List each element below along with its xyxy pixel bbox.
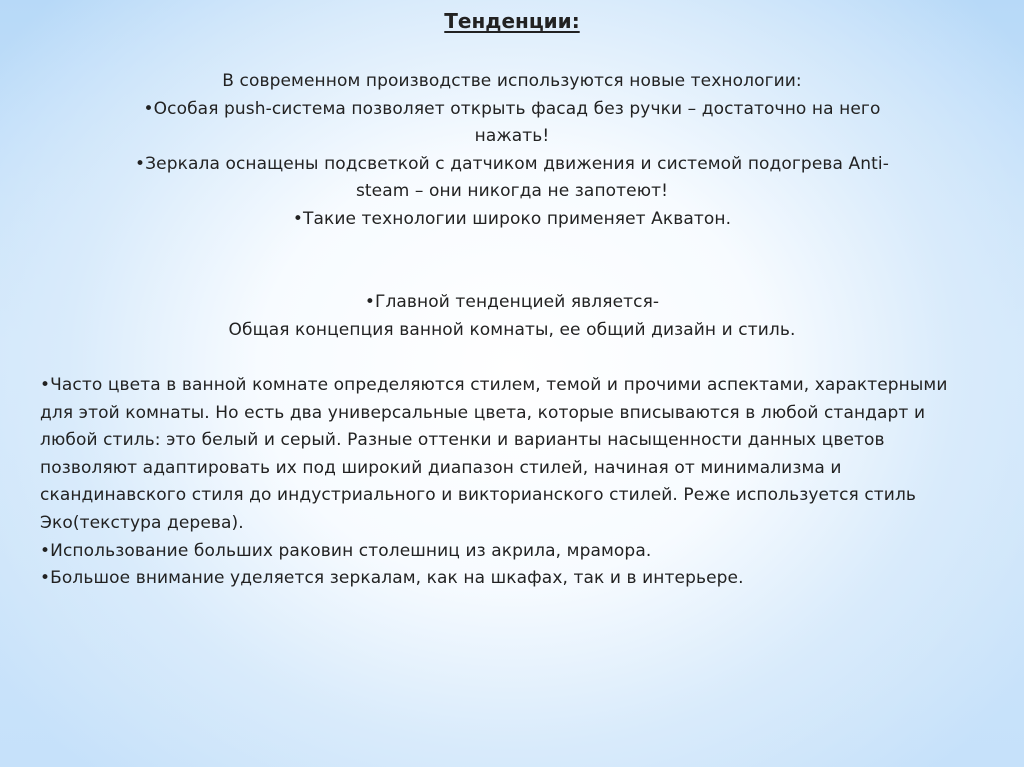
colors-section <box>40 372 990 593</box>
mirror-bullet: •Зеркала оснащены подсветкой с датчиком движения и системой подогрева Anti-steam – они никогда не запотеют! <box>135 153 889 202</box>
main-trend-section <box>60 289 964 344</box>
colors-paragraph: •Часто цвета в ванной комнате определяются стилем, темой и прочими аспектами, характерными для этой комнаты. Но есть два универсальные цвета, которые вписываются в любой стандарт и любой стиль: это белый и серый. Разные оттенки и варианты насыщенности данных цветов позволяют адаптировать их под широкий диапазон стилей, начиная от минимализма и скандинавского стиля до индустриального и викторианского стилей. Реже используется стиль Эко(текстура дерева). <box>40 375 948 533</box>
technologies-intro: В современном производстве используются новые технологии: <box>222 71 802 91</box>
mirrors-attention-bullet: •Большое внимание уделяется зеркалам, как на шкафах, так и в интерьере. <box>40 568 744 589</box>
akvaton-bullet: •Такие технологии широко применяет Акватон. <box>292 208 732 229</box>
push-system-bullet: •Особая push-система позволяет открыть фасад без ручки – достаточно на него нажать! <box>143 98 881 147</box>
technologies-section <box>60 68 964 234</box>
main-trend-concept: Общая концепция ванной комнаты, ее общий дизайн и стиль. <box>228 319 796 340</box>
main-trend-heading: •Главной тенденцией является- <box>364 292 660 312</box>
sinks-bullet: •Использование больших раковин столешниц из акрила, мрамора. <box>40 540 652 561</box>
slide-title: Тенденции: <box>444 9 580 33</box>
